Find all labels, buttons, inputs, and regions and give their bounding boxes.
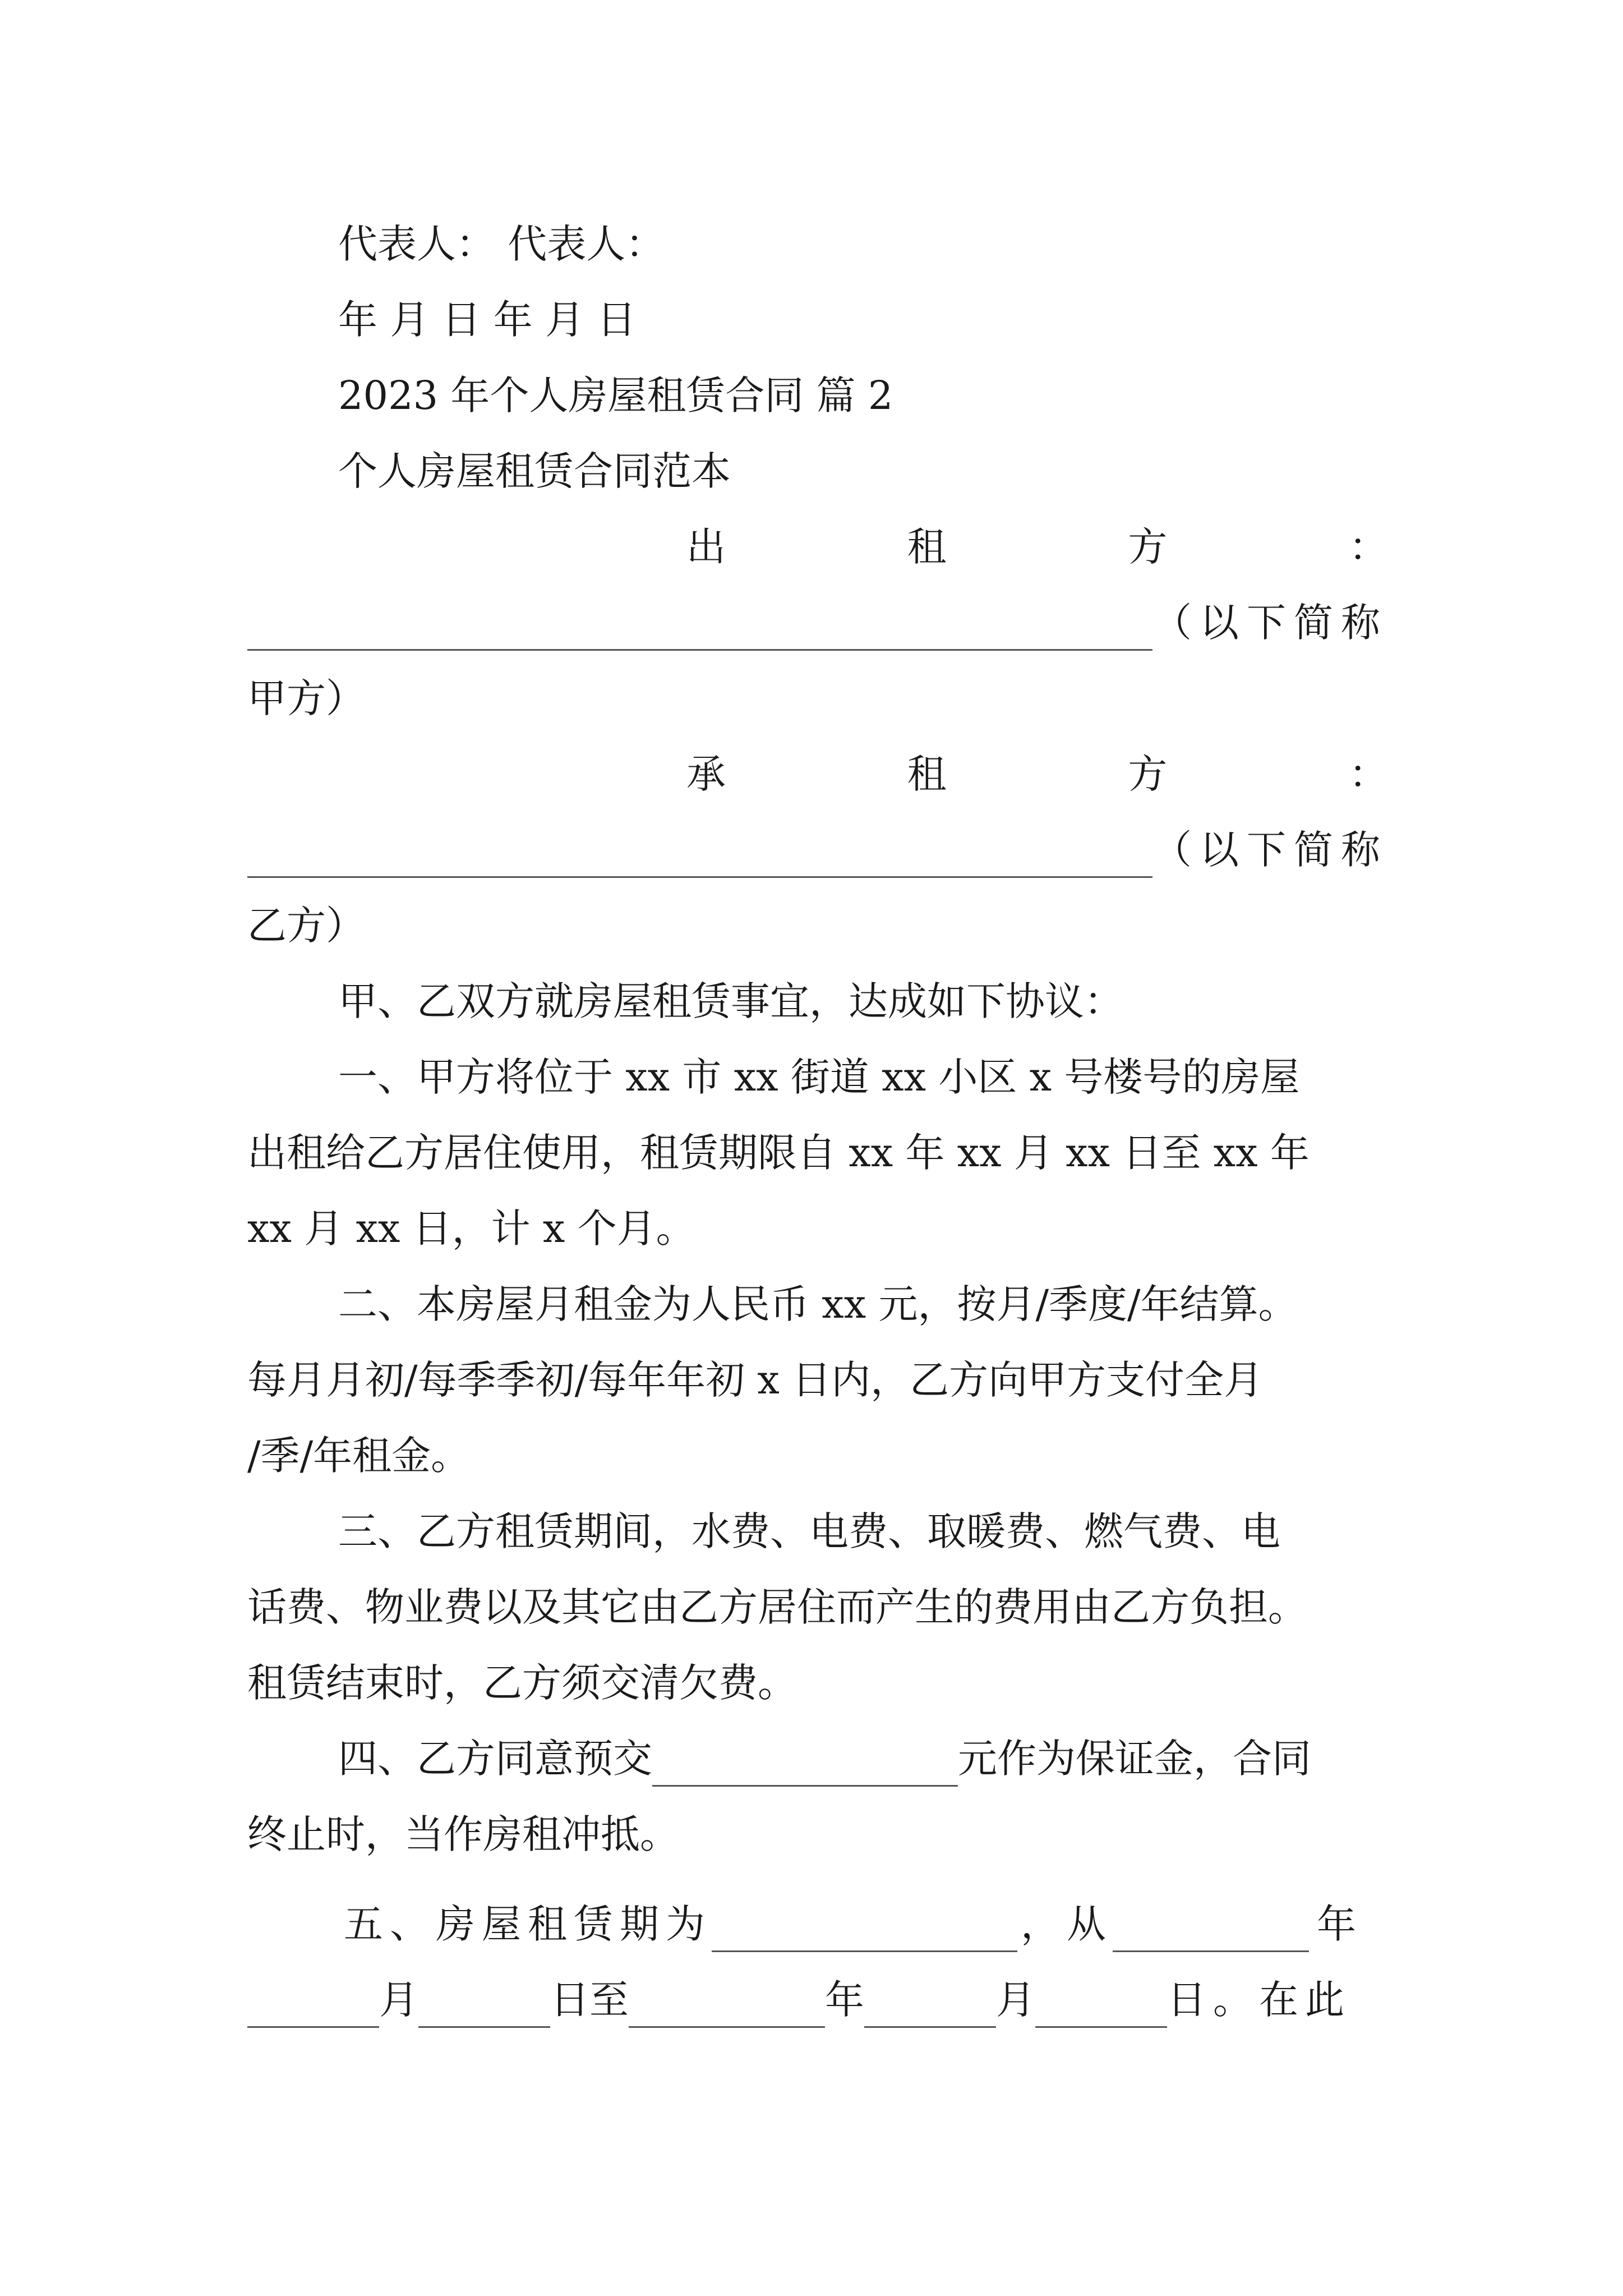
end-day-blank[interactable] [1035,1985,1167,2028]
lessor-label [686,519,1388,575]
end-month-blank[interactable] [864,1985,996,2028]
lessor-suffix: （以下简称 [1152,600,1388,646]
clause-4-line-2: 终止时，当作房租冲抵。 [247,1811,679,1857]
start-day-blank[interactable] [418,1985,550,2028]
end-year-blank[interactable] [629,1985,825,2028]
lessor-blank[interactable] [247,608,1152,651]
section-title: 2023 年个人房屋租赁合同 篇 2 [338,372,893,418]
clause-5-line-2 [247,1972,1388,2028]
lessee-field-row [247,822,1388,878]
clause-5-text-f: 年 [825,1977,864,2023]
clause-5-text-c: 年 [1317,1901,1356,1947]
clause-5-line-1 [344,1896,1388,1952]
clause-4-line-1 [338,1731,1388,1787]
start-month-blank[interactable] [247,1985,379,2028]
clause-5-text-d: 月 [379,1977,418,2023]
clause-4-text-b: 元作为保证金，合同 [958,1736,1311,1782]
lessee-char: 租 [907,751,947,797]
clause-2-line-2: 每月月初/每季季初/每年年初 x 日内，乙方向甲方支付全月 [247,1357,1264,1403]
lessee-char: 承 [686,751,726,797]
clause-3-line-2: 话费、物业费以及其它由乙方居住而产生的费用由乙方负担。 [247,1584,1307,1630]
lessee-suffix: （以下简称 [1152,827,1388,873]
start-year-blank[interactable] [1113,1909,1309,1952]
lessor-char: 租 [907,524,947,570]
clause-1-line-2: 出租给乙方居住使用，租赁期限自 xx 年 xx 月 xx 日至 xx 年 [247,1130,1310,1176]
term-blank[interactable] [712,1909,1017,1952]
lessor-char: ： [1348,524,1388,570]
clause-3-line-1: 三、乙方租赁期间，水费、电费、取暖费、燃气费、电 [338,1508,1280,1554]
contract-title: 个人房屋租赁合同范本 [338,448,731,494]
lessee-blank[interactable] [247,835,1152,878]
clause-5-text-b: ，从 [1021,1901,1113,1947]
date-line: 年 月 日 年 月 日 [338,297,637,343]
lessee-char: ： [1348,751,1388,797]
lessee-char: 方 [1128,751,1168,797]
clause-5-text-g: 月 [996,1977,1035,2023]
clause-5-text-e: 日至 [550,1977,629,2023]
clause-1-line-3: xx 月 xx 日，计 x 个月。 [247,1205,695,1251]
lessee-label [686,746,1388,802]
clause-2-line-1: 二、本房屋月租金为人民币 xx 元，按月/季度/年结算。 [338,1281,1298,1327]
lessor-char: 方 [1128,524,1168,570]
representative-line: 代表人： 代表人： [338,221,665,267]
lessee-tail: 乙方） [247,903,365,949]
deposit-blank[interactable] [652,1743,958,1787]
lessor-tail: 甲方） [247,675,365,721]
clause-4-text-a: 四、乙方同意预交 [338,1736,652,1782]
agreement-intro: 甲、乙双方就房屋租赁事宜，达成如下协议： [338,978,1123,1024]
lessor-field-row [247,595,1388,651]
clause-3-line-3: 租赁结束时，乙方须交清欠费。 [247,1660,797,1706]
clause-1-line-1: 一、甲方将位于 xx 市 xx 街道 xx 小区 x 号楼号的房屋 [338,1054,1300,1100]
clause-2-line-3: /季/年租金。 [247,1433,471,1479]
lessor-char: 出 [686,524,726,570]
clause-5-text-a: 五、房屋租赁期为 [344,1901,712,1947]
clause-5-text-h: 日。在此 [1167,1977,1351,2023]
